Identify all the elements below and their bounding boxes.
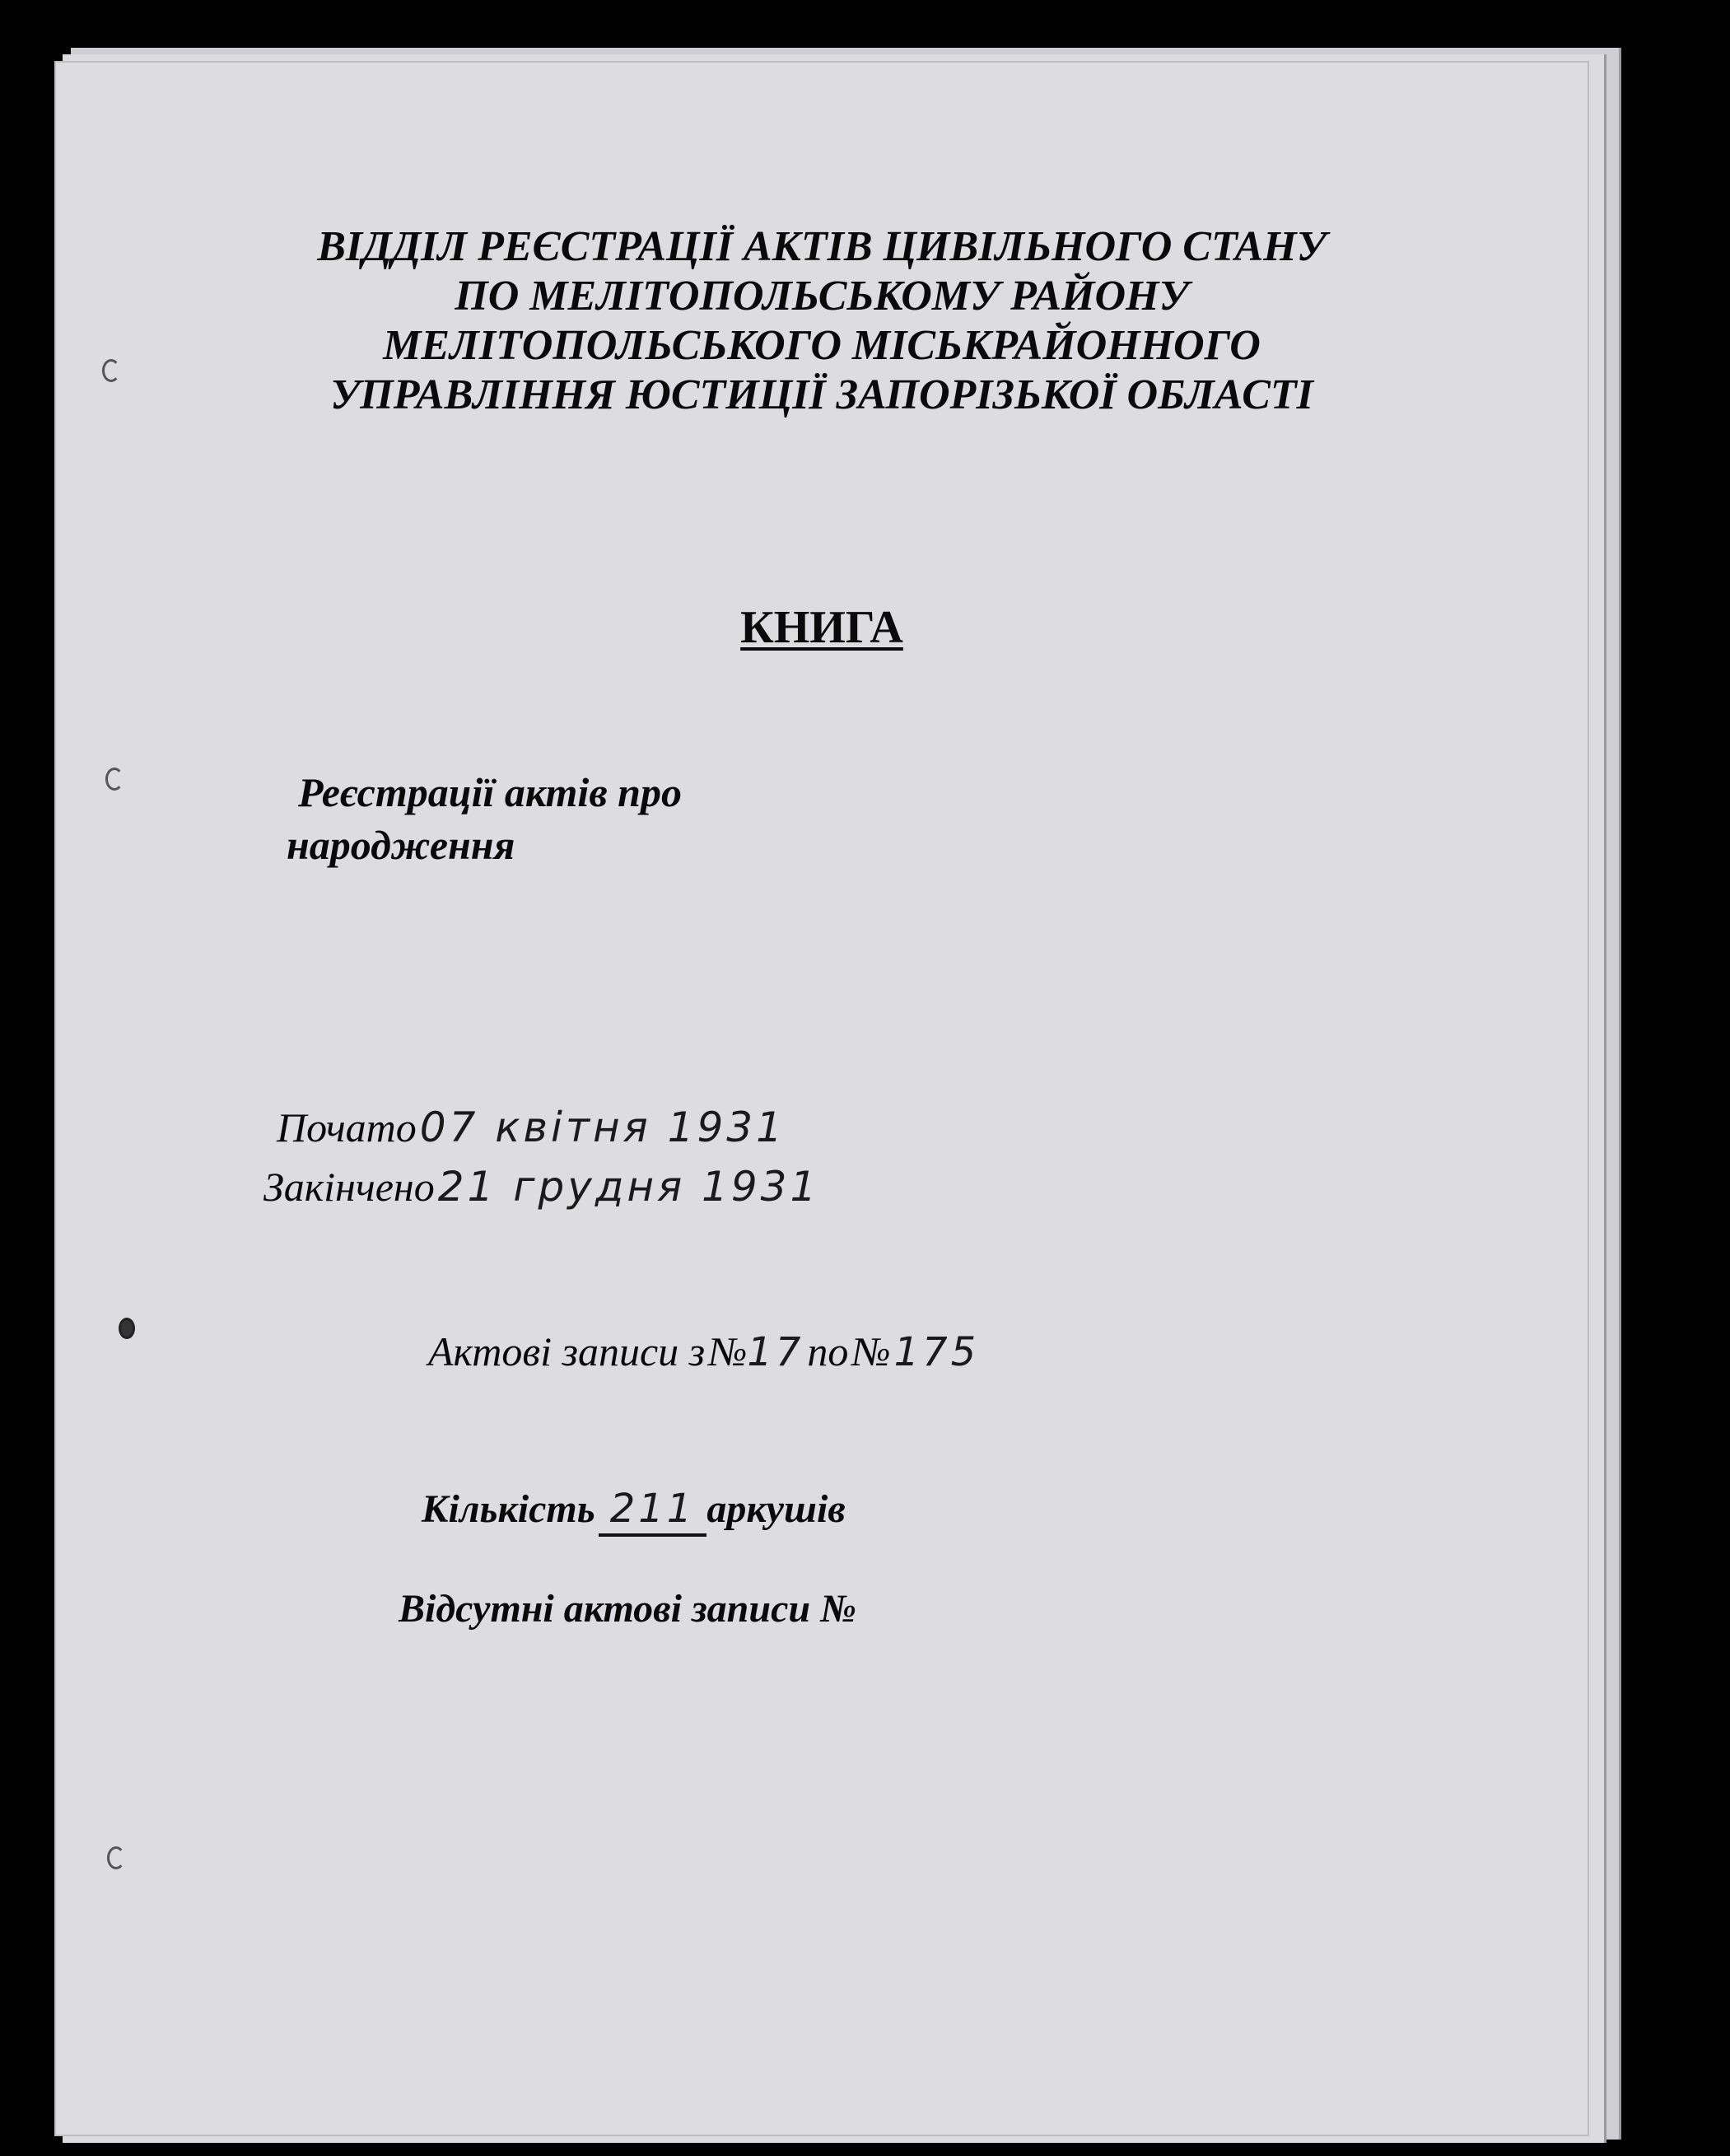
started-value: 07 квітня 1931 xyxy=(419,1104,786,1151)
header-line-2: ПО МЕЛІТОПОЛЬСЬКОМУ РАЙОНУ xyxy=(455,273,1189,320)
sheets-count-value: 211 xyxy=(609,1486,696,1532)
book-subtitle-line-2: народження xyxy=(287,822,515,868)
records-label-prefix: Актові записи з xyxy=(428,1328,706,1374)
ended-label: Закінчено xyxy=(263,1164,435,1210)
ended-row xyxy=(263,1163,819,1211)
book-title: КНИГА xyxy=(740,602,903,653)
records-from-value: 17 xyxy=(747,1329,804,1375)
header-line-3: МЕЛІТОПОЛЬСЬКОГО МІСЬКРАЙОННОГО xyxy=(383,322,1261,369)
ended-value: 21 грудня 1931 xyxy=(437,1163,820,1211)
missing-records-label: Відсутні актові записи № xyxy=(399,1587,856,1631)
started-label: Почато xyxy=(277,1104,417,1150)
records-label-mid: по xyxy=(807,1328,849,1374)
sheets-count-field xyxy=(599,1486,707,1537)
started-row xyxy=(277,1104,786,1151)
header-line-4: УПРАВЛІННЯ ЮСТИЦІЇ ЗАПОРІЗЬКОЇ ОБЛАСТІ xyxy=(330,371,1313,418)
punch-hole xyxy=(119,1318,135,1339)
records-no-sign: № xyxy=(708,1328,748,1374)
punch-hole xyxy=(105,768,124,791)
document-sheet xyxy=(54,61,1589,2136)
sheets-label-suffix: аркушів xyxy=(706,1487,846,1531)
sheets-row xyxy=(422,1486,846,1537)
book-subtitle-line-1: Реєстрації актів про xyxy=(298,769,682,815)
header-line-1: ВІДДІЛ РЕЄСТРАЦІЇ АКТІВ ЦИВІЛЬНОГО СТАНУ xyxy=(317,223,1327,270)
records-to-value: 175 xyxy=(893,1329,980,1375)
records-row xyxy=(428,1328,979,1375)
punch-hole xyxy=(107,1846,125,1869)
records-no-sign: № xyxy=(851,1328,891,1374)
sheets-label-prefix: Кількість xyxy=(422,1487,595,1531)
